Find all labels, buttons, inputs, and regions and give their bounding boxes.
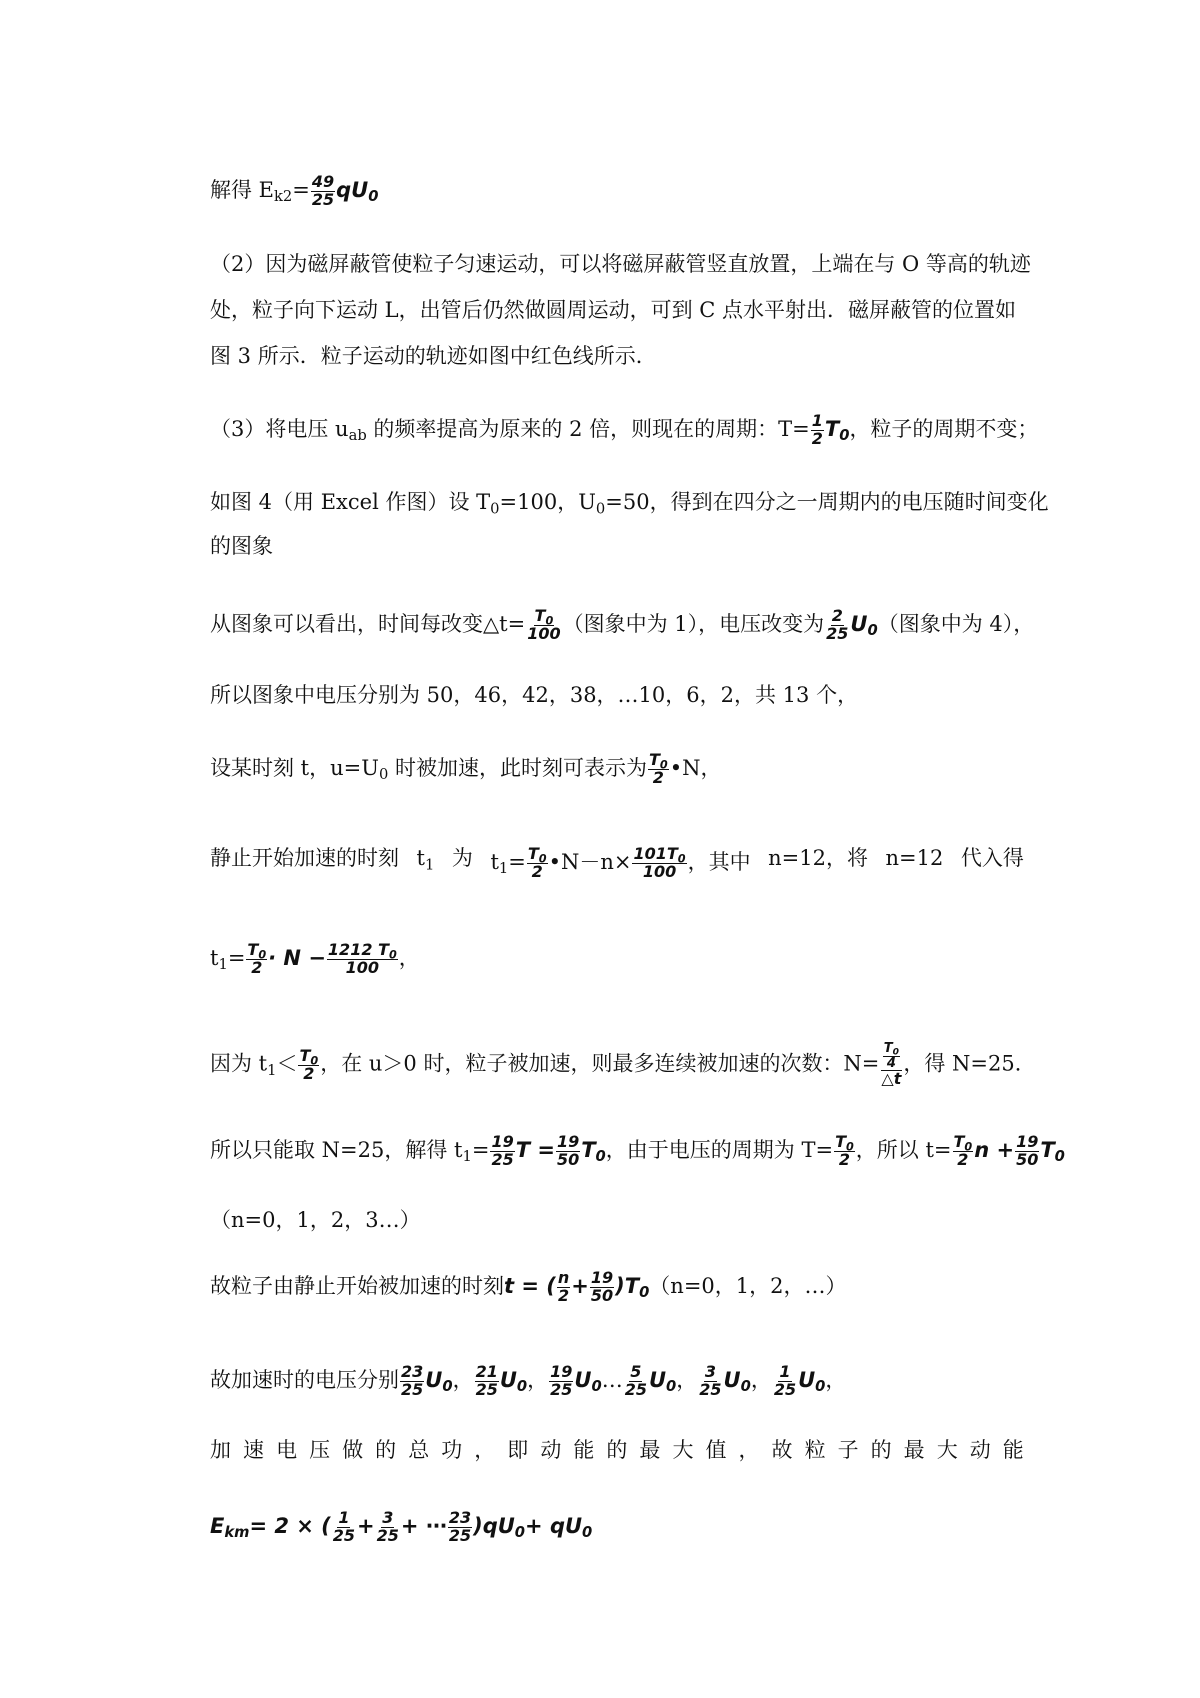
spaced-char: 动 bbox=[969, 1438, 991, 1462]
line-t1-solution: 所以只能取 N=25，解得 $t_1=$ $\frac{19}{25}$ T = $\frac{19}{50}$ $T_0$，由于电压的周期为 T= $\frac{T_0}{2}$ ，所以 t= $\frac{T_0}{2}$ n + $\frac{19}{50}$ $T_0$ bbox=[210, 1132, 1065, 1169]
fraction: $\frac{5}{25}$ bbox=[624, 1362, 647, 1399]
spaced-char: 动 bbox=[540, 1438, 562, 1462]
fraction: $\frac{T_0}{2}$ bbox=[953, 1132, 973, 1169]
spaced-char: 压 bbox=[309, 1438, 331, 1462]
line-accel-moment: 故粒子由静止开始被加速的时刻t = ( $\frac{n}{2}$ + $\frac{19}{50}$ )$T_0(n=0$，1，2，…） bbox=[210, 1268, 847, 1305]
spaced-char: 的 bbox=[870, 1438, 892, 1462]
spaced-char: 功 bbox=[441, 1438, 463, 1462]
spaced-char: 速 bbox=[243, 1438, 265, 1462]
fraction: $\frac{23}{25}$ bbox=[401, 1362, 424, 1399]
fraction: $\frac{T_0}{2}$ bbox=[247, 940, 267, 977]
fraction: $\frac{19}{25}$ bbox=[550, 1362, 573, 1399]
fraction: $\frac{19}{50}$ bbox=[590, 1268, 614, 1305]
line-period: （3）将电压 $u_{ab}$ 的频率提高为原来的 2 倍，则现在的周期：T= $\frac{1}{2}$ $T_0$，粒子的周期不变； bbox=[210, 411, 1039, 448]
spaced-char: 能 bbox=[1002, 1438, 1024, 1462]
fraction: $\frac{19}{25}$ bbox=[491, 1132, 514, 1169]
fraction: $\frac{n}{2}$ bbox=[557, 1268, 570, 1305]
fraction: $\frac{T_0}{2}$ bbox=[648, 750, 668, 787]
compound-fraction: $\frac{\frac{T_0}{4}}{\triangle t}$ bbox=[881, 1041, 902, 1089]
spaced-char: 即 bbox=[507, 1438, 529, 1462]
fraction: $\frac{T_0}{2}$ bbox=[299, 1045, 319, 1083]
spaced-char: 能 bbox=[573, 1438, 595, 1462]
spaced-char: 子 bbox=[837, 1438, 859, 1462]
fraction: $\frac{49}{25}$ bbox=[311, 172, 335, 209]
line-moment: 设某时刻 t，$u=U_0$ 时被加速，此时刻可表示为 $\frac{T_0}{2}$ •N， bbox=[210, 750, 722, 787]
paragraph-line: 处，粒子向下运动 L，出管后仍然做圆周运动，可到 C 点水平射出．磁屏蔽管的位置如 bbox=[210, 298, 1017, 322]
line-ek2: 解得 $E_{k2}=$ $\frac{49}{25}$ $qU_0$ bbox=[210, 172, 379, 209]
line-ekm-formula: $E_{km}= 2$ × ( $\frac{1}{25}$ + $\frac{3}{25}$ + ⋯ $\frac{23}{25}$ )$qU_0+ qU_0$ bbox=[210, 1508, 593, 1545]
spaced-char: 故 bbox=[771, 1438, 793, 1462]
fraction: $\frac{21}{25}$ bbox=[475, 1362, 498, 1399]
spaced-char: 大 bbox=[672, 1438, 694, 1462]
paragraph-line: （n=0，1，2，3…） bbox=[210, 1208, 421, 1232]
fraction: $\frac{3}{25}$ bbox=[376, 1508, 399, 1545]
line-total-work bbox=[210, 1438, 1024, 1463]
line-voltages: 故加速时的电压分别 $\frac{23}{25}$ $U_0$， $\frac{21}{25}$ $U_0$， $\frac{19}{25}$ $U_0\dots$ $\frac{5}{25}$ $U_0$， $\frac{3}{25}$ $U_0$， $\frac{1}{25}$ $U_0$， bbox=[210, 1362, 847, 1399]
fraction: $\frac{1}{2}$ bbox=[811, 411, 823, 448]
paragraph-line: （2）因为磁屏蔽管使粒子匀速运动，可以将磁屏蔽管竖直放置，上端在与 O 等高的轨迹 bbox=[210, 252, 1031, 276]
fraction: $\frac{1212 T_0}{100}$ bbox=[327, 940, 397, 977]
line-t1-formula: $t_1=$ $\frac{T_0}{2}$ · N − $\frac{1212 T_0}{100}$ ， bbox=[210, 940, 420, 977]
line-figure4: 如图 4（用 Excel 作图）设 $T_0=100$，$U_0=50$，得到在四分之一周期内的电压随时间变化 bbox=[210, 490, 1049, 518]
spaced-char: 值 bbox=[705, 1438, 727, 1462]
fraction: $\frac{T_0}{2}$ bbox=[835, 1132, 854, 1169]
paragraph-line: 图 3 所示．粒子运动的轨迹如图中红色线所示． bbox=[210, 344, 657, 368]
spaced-char: 的 bbox=[375, 1438, 397, 1462]
fraction: $\frac{23}{25}$ bbox=[448, 1508, 472, 1545]
fraction: $\frac{101T_0}{100}$ bbox=[633, 844, 686, 881]
spaced-char: ， bbox=[738, 1438, 760, 1462]
fraction: $\frac{1}{25}$ bbox=[773, 1362, 797, 1399]
spaced-char: 大 bbox=[936, 1438, 958, 1462]
fraction: $\frac{1}{25}$ bbox=[332, 1508, 356, 1545]
spaced-char: 总 bbox=[408, 1438, 430, 1462]
fraction: $\frac{3}{25}$ bbox=[699, 1362, 722, 1399]
line-delta-t: 从图象可以看出，时间每改变△t= $\frac{T_0}{100}$ （图象中为 1），电压改变为 $\frac{2}{25}$ $U_0$（图象中为 4）， bbox=[210, 606, 1035, 643]
line-t1-definition: 静止开始加速的时刻 $t_1$ 为 $t_1=$ $\frac{T_0}{2}$ •N－n× $\frac{101T_0}{100}$ ，其中 n=12，将 n=12 代入得 bbox=[210, 844, 1024, 881]
spaced-char: 加 bbox=[210, 1438, 231, 1462]
spaced-char: ， bbox=[474, 1438, 496, 1462]
spaced-char: 的 bbox=[606, 1438, 628, 1462]
spaced-char: 做 bbox=[342, 1438, 364, 1462]
line-max-count: 因为 $t_1<$ $\frac{T_0}{2}$ ，在 u＞0 时，粒子被加速，则最多连续被加速的次数：N= $\frac{\frac{T_0}{4}}{\triangle t}$ ，得 N=25． bbox=[210, 1041, 1036, 1089]
spaced-char: 电 bbox=[276, 1438, 298, 1462]
fraction: $\frac{2}{25}$ bbox=[826, 606, 849, 643]
paragraph-line: 所以图象中电压分别为 50，46，42，38，…10，6，2，共 13 个， bbox=[210, 683, 859, 707]
paragraph-line: 的图象 bbox=[210, 534, 273, 558]
fraction: $\frac{19}{50}$ bbox=[1016, 1132, 1039, 1169]
fraction: $\frac{T_0}{2}$ bbox=[527, 844, 547, 881]
spaced-char: 最 bbox=[903, 1438, 925, 1462]
fraction: $\frac{19}{50}$ bbox=[556, 1132, 580, 1169]
spaced-char: 粒 bbox=[804, 1438, 826, 1462]
fraction: $\frac{T_0}{100}$ bbox=[527, 606, 561, 643]
spaced-char: 最 bbox=[639, 1438, 661, 1462]
